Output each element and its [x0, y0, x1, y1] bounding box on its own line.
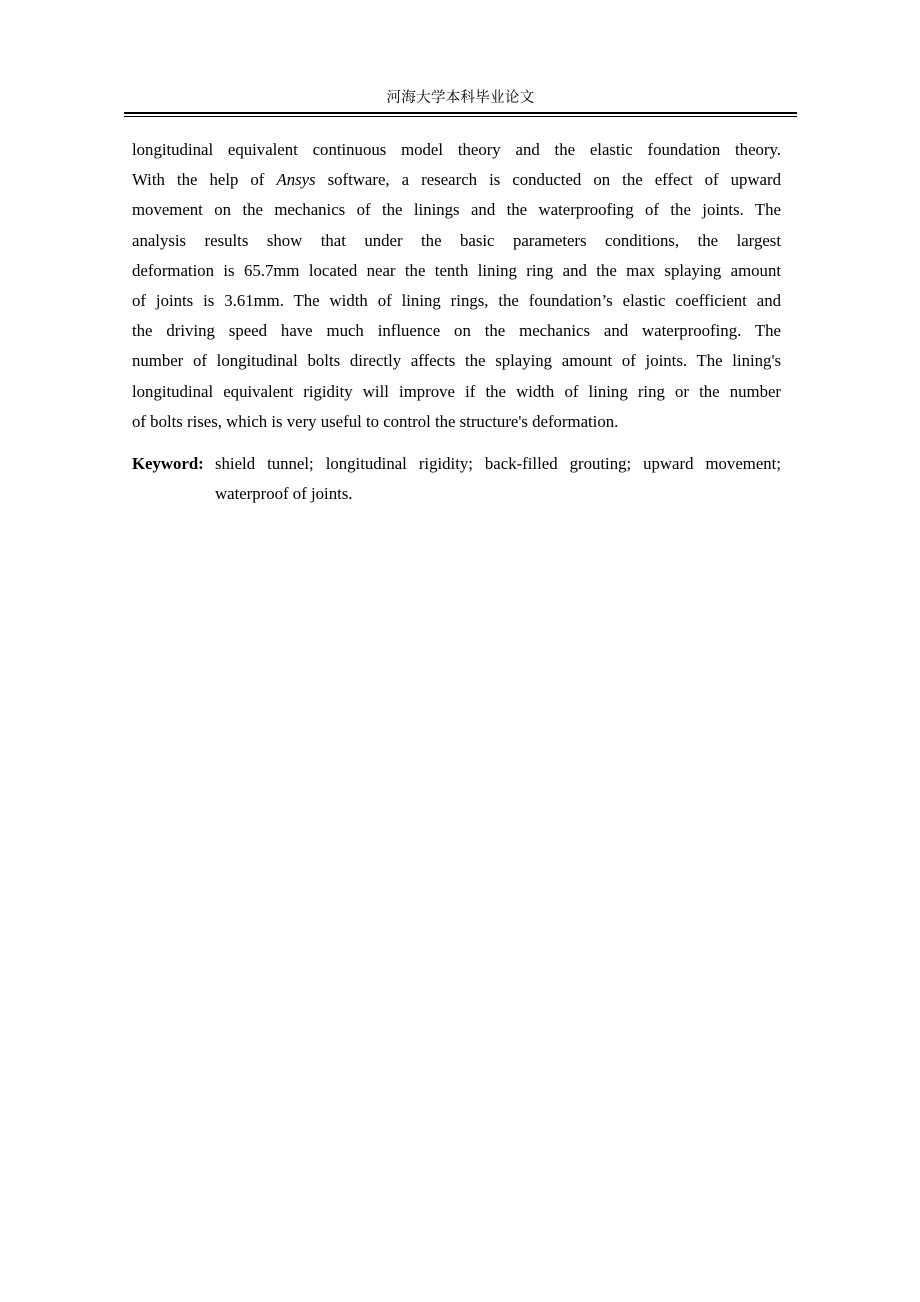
abstract-line: the driving speed have much influence on the mechanics and waterproofing. The [132, 321, 781, 341]
keyword-list [215, 449, 781, 509]
software-name: Ansys [276, 170, 316, 190]
header-rule-thin [124, 116, 797, 117]
abstract-line: of joints is 3.61mm. The width of lining rings, the foundation’s elastic coefficient and [132, 291, 781, 311]
abstract-line: analysis results show that under the basic parameters conditions, the largest [132, 230, 781, 250]
running-header: 河海大学本科毕业论文 [386, 90, 535, 106]
abstract-line: of bolts rises, which is very useful to control the structure's deformation. [132, 411, 619, 431]
abstract-line: deformation is 65.7mm located near the tenth lining ring and the max splaying amount [132, 260, 781, 280]
header-rule-thick [124, 112, 797, 114]
abstract-line: longitudinal equivalent continuous model theory and the elastic foundation theory. [132, 140, 781, 159]
abstract-line: longitudinal equivalent rigidity will improve if the width of lining ring or the number [132, 381, 781, 401]
keyword-line: shield tunnel; longitudinal rigidity; back-filled grouting; upward movement; [215, 454, 781, 473]
keyword-label: Keyword: [132, 454, 204, 473]
abstract-body [132, 135, 781, 437]
abstract-line: number of longitudinal bolts directly affects the splaying amount of joints. The lining's [132, 351, 781, 371]
abstract-line-part: With the help of [132, 170, 277, 190]
abstract-line [132, 165, 781, 195]
abstract-line: movement on the mechanics of the linings and the waterproofing of the joints. The [132, 200, 781, 220]
abstract-line-part: software, a research is conducted on the effect of upward [315, 170, 781, 190]
keyword-line: waterproof of joints. [215, 484, 353, 504]
